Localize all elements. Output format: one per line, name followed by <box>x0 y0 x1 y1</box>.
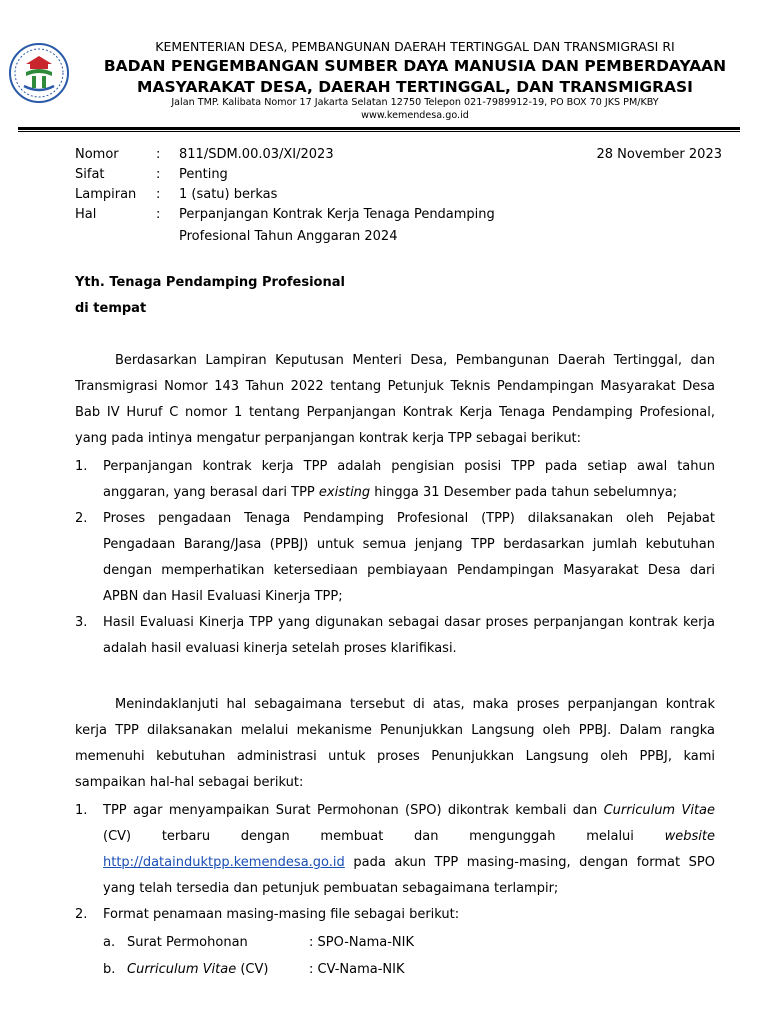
list-item-text: Format penamaan masing-masing file sebagai berikut: <box>103 907 460 922</box>
meta-sep: : <box>156 167 161 182</box>
list-number: 2. <box>75 907 88 922</box>
letterhead-agency-line1: BADAN PENGEMBANGAN SUMBER DAYA MANUSIA DAN PEMBERDAYAAN <box>103 57 727 75</box>
addressee-line1: Yth. Tenaga Pendamping Profesional <box>75 275 345 290</box>
list-number: 2. <box>75 511 88 526</box>
list-item <box>75 610 715 662</box>
meta-value-lampiran: 1 (satu) berkas <box>179 187 278 202</box>
sub-item-label: Curriculum Vitae (CV) <box>127 962 269 977</box>
list-item-text: Hasil Evaluasi Kinerja TPP yang digunakan sebagai dasar proses perpanjangan kontrak kerja adalah hasil evaluasi kinerja setelah proses klarifikasi. <box>103 615 715 656</box>
meta-sep: : <box>156 207 161 222</box>
meta-label-sifat: Sifat <box>75 167 105 182</box>
list-item <box>75 798 715 902</box>
sub-item-value: : SPO-Nama-NIK <box>309 935 414 950</box>
letterhead-address: Jalan TMP. Kalibata Nomor 17 Jakarta Selatan 12750 Telepon 021-7989912-19, PO BOX 70 JKS PM/KBY <box>171 97 659 108</box>
letterhead-divider-thick <box>18 127 740 130</box>
regulation-list <box>75 454 715 662</box>
letterhead-ministry: KEMENTERIAN DESA, PEMBANGUNAN DAERAH TERTINGGAL DAN TRANSMIGRASI RI <box>155 39 675 54</box>
list-number: 3. <box>75 615 88 630</box>
meta-label-nomor: Nomor <box>75 147 119 162</box>
sub-item-label: Surat Permohonan <box>127 935 248 950</box>
meta-label-lampiran: Lampiran <box>75 187 137 202</box>
meta-value-hal: Perpanjangan Kontrak Kerja Tenaga Pendamping <box>179 207 495 222</box>
ministry-logo-icon <box>8 42 70 104</box>
datainduk-link[interactable]: http://datainduktpp.kemendesa.go.id <box>103 855 345 870</box>
meta-value-hal-line2: Profesional Tahun Anggaran 2024 <box>179 229 398 244</box>
letterhead-website: www.kemendesa.go.id <box>361 110 469 121</box>
meta-sep: : <box>156 147 161 162</box>
letterhead-agency-line2: MASYARAKAT DESA, DAERAH TERTINGGAL, DAN TRANSMIGRASI <box>137 78 693 96</box>
body-paragraph-1 <box>75 348 715 452</box>
letterhead-divider-thin <box>18 131 740 132</box>
list-number: 1. <box>75 459 88 474</box>
meta-sep: : <box>156 187 161 202</box>
list-item-text: Perpanjangan kontrak kerja TPP adalah pengisian posisi TPP pada setiap awal tahun anggaran, yang berasal dari TPP existing hingga 31 Desember pada tahun sebelumnya; <box>103 459 715 500</box>
list-number: 1. <box>75 803 88 818</box>
addressee-line2: di tempat <box>75 301 147 316</box>
list-item <box>75 506 715 610</box>
paragraph-text: Menindaklanjuti hal sebagaimana tersebut di atas, maka proses perpanjangan kontrak kerja TPP dilaksanakan melalui mekanisme Penunjukkan Langsung oleh PPBJ. Dalam rangka memenuhi kebutuhan administrasi untuk proses Penunjukkan Langsung oleh PPBJ, kami sampaikan hal-hal sebagai berikut: <box>75 697 715 790</box>
list-item <box>75 902 715 928</box>
meta-value-sifat: Penting <box>179 167 228 182</box>
sub-item-value: : CV-Nama-NIK <box>309 962 405 977</box>
sub-item-letter: a. <box>103 935 116 950</box>
meta-value-nomor: 811/SDM.00.03/XI/2023 <box>179 147 334 162</box>
instruction-list <box>75 798 715 928</box>
list-item-text: Proses pengadaan Tenaga Pendamping Profesional (TPP) dilaksanakan oleh Pejabat Pengadaan Barang/Jasa (PPBJ) untuk semua jenjang TPP berdasarkan jumlah kebutuhan dengan memperhatikan ketersediaan pembiayaan Pendampingan Masyarakat Desa dari APBN dan Hasil Evaluasi Kinerja TPP; <box>103 511 715 604</box>
meta-label-hal: Hal <box>75 207 97 222</box>
body-paragraph-2 <box>75 692 715 796</box>
paragraph-text: Berdasarkan Lampiran Keputusan Menteri Desa, Pembangunan Daerah Tertinggal, dan Transmigrasi Nomor 143 Tahun 2022 tentang Petunjuk Teknis Pendampingan Masyarakat Desa Bab IV Huruf C nomor 1 tentang Perpanjangan Kontrak Kerja Tenaga Pendamping Profesional, yang pada intinya mengatur perpanjangan kontrak kerja TPP sebagai berikut: <box>75 353 715 446</box>
sub-item-letter: b. <box>103 962 116 977</box>
list-item <box>75 454 715 506</box>
list-item-text: TPP agar menyampaikan Surat Permohonan (SPO) dikontrak kembali dan Curriculum Vitae (CV) terbaru dengan membuat dan mengunggah melalui website http://datainduktpp.kemendesa.go.id pada akun TPP masing-masing, dengan format SPO yang telah tersedia dan petunjuk pembuatan sebagaimana terlampir; <box>103 803 716 896</box>
letter-date: 28 November 2023 <box>596 147 722 162</box>
